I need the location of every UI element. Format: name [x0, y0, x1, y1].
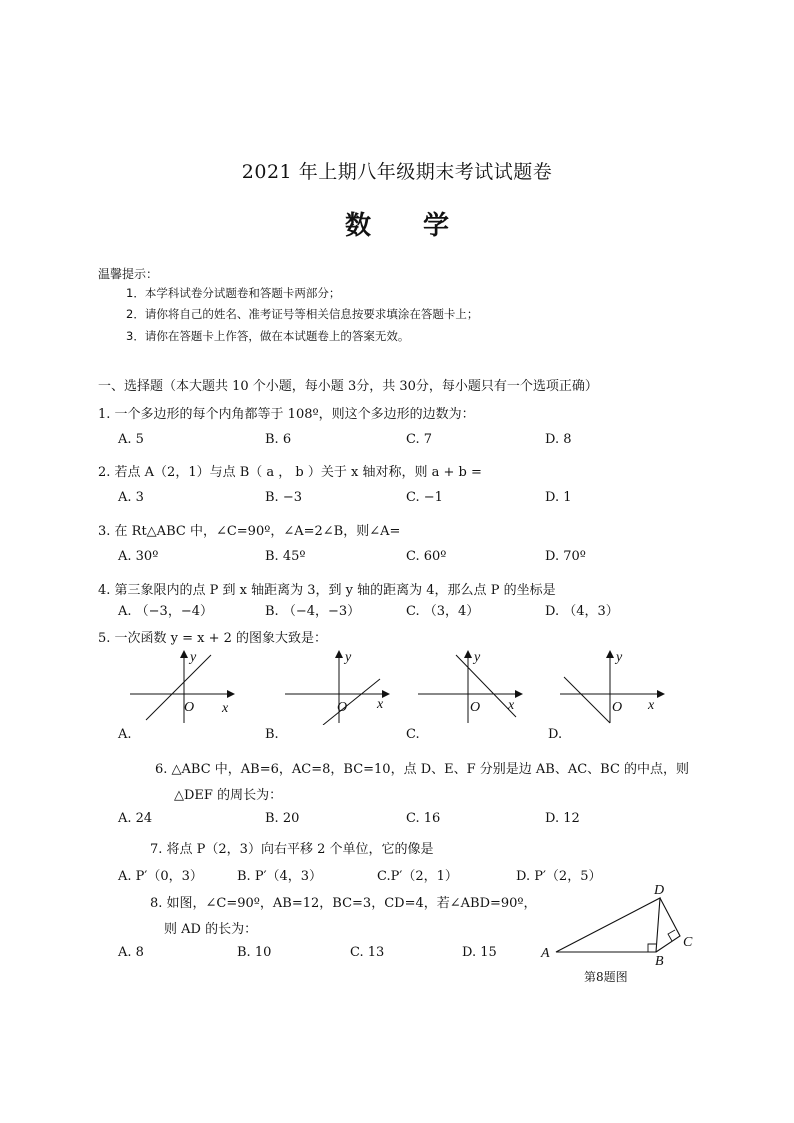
function-line — [323, 679, 380, 725]
tips-heading: 温馨提示： — [98, 267, 159, 281]
exam-title: 2021 年上期八年级期末考试试题卷 — [241, 161, 553, 183]
q3-option-c: C. 60º — [406, 549, 447, 564]
q7-option-b: B. P′（4，3） — [237, 869, 323, 884]
q6-option-d: D. 12 — [545, 811, 580, 826]
question-3-stem: 3. 在 Rt△ABC 中，∠C=90º，∠A=2∠B，则∠A= — [98, 524, 401, 539]
label-b: B — [655, 954, 664, 969]
tip-item: 2．请你将自己的姓名、准考证号等相关信息按要求填涂在答题卡上； — [126, 307, 479, 321]
q4-option-d: D. （4，3） — [545, 604, 619, 619]
function-line — [456, 655, 516, 717]
origin-label: O — [337, 700, 348, 715]
question-6-stem: 6. △ABC 中，AB=6，AC=8，BC=10，点 D、E、F 分别是边 AB、AC、BC 的中点，则 — [155, 762, 690, 777]
q8-option-b: B. 10 — [237, 945, 272, 960]
triangle-abd — [556, 898, 660, 952]
function-line — [564, 677, 610, 723]
q1-option-c: C. 7 — [406, 432, 433, 447]
question-6-stem-cont: △DEF 的周长为： — [174, 788, 283, 803]
origin-label: O — [612, 700, 623, 715]
q4-option-a: A. （−3，−4） — [118, 604, 213, 619]
q5-option-c: C. — [406, 727, 420, 742]
y-label: y — [616, 650, 623, 665]
origin-label: O — [184, 700, 195, 715]
y-label: y — [190, 650, 197, 665]
q7-option-a: A. P′（0，3） — [118, 869, 203, 884]
q7-option-d: D. P′（2，5） — [516, 869, 602, 884]
right-angle-b — [648, 944, 656, 952]
q2-option-b: B. −3 — [265, 490, 302, 505]
question-4-stem: 4. 第三象限内的点 P 到 x 轴距离为 3，到 y 轴的距离为 4，那么点 P 的坐标是 — [98, 583, 556, 598]
x-label: x — [648, 698, 655, 713]
graph-option-c — [416, 645, 531, 725]
q4-option-c: C. （3，4） — [406, 604, 480, 619]
q5-option-b: B. — [265, 727, 279, 742]
origin-label: O — [470, 700, 481, 715]
q3-option-b: B. 45º — [265, 549, 306, 564]
q6-option-a: A. 24 — [118, 811, 153, 826]
x-label: x — [508, 698, 515, 713]
question-1-stem: 1. 一个多边形的每个内角都等于 108º，则这个多边形的边数为： — [98, 407, 475, 422]
question-8-stem-cont: 则 AD 的长为： — [164, 922, 258, 937]
q1-option-a: A. 5 — [118, 432, 144, 447]
y-label: y — [474, 650, 481, 665]
right-angle-c — [668, 930, 675, 941]
subject-title: 数 学 — [344, 211, 449, 241]
q4-option-b: B. （−4，−3） — [265, 604, 361, 619]
q1-option-b: B. 6 — [265, 432, 292, 447]
graph-option-b — [283, 645, 398, 725]
q5-option-a: A. — [118, 727, 132, 742]
q2-option-d: D. 1 — [545, 490, 572, 505]
q8-option-c: C. 13 — [350, 945, 385, 960]
q7-option-c: C.P′（2，1） — [377, 869, 458, 884]
graph-option-a — [128, 645, 243, 725]
question-7-stem: 7. 将点 P（2，3）向右平移 2 个单位，它的像是 — [150, 842, 434, 857]
q2-option-a: A. 3 — [118, 490, 144, 505]
function-line — [146, 655, 211, 720]
label-a: A — [541, 946, 550, 961]
label-d: D — [654, 883, 665, 898]
q8-option-d: D. 15 — [462, 945, 497, 960]
question-5-stem: 5. 一次函数 y = x + 2 的图象大致是： — [98, 631, 328, 646]
q8-option-a: A. 8 — [118, 945, 144, 960]
x-label: x — [222, 701, 229, 716]
q5-option-d: D. — [548, 727, 563, 742]
q3-option-d: D. 70º — [545, 549, 586, 564]
q6-option-c: C. 16 — [406, 811, 441, 826]
q6-option-b: B. 20 — [265, 811, 300, 826]
tip-item: 3．请你在答题卡上作答，做在本试题卷上的答案无效。 — [126, 329, 410, 343]
q1-option-d: D. 8 — [545, 432, 572, 447]
x-label: x — [377, 697, 384, 712]
q2-option-c: C. −1 — [406, 490, 443, 505]
question-2-stem: 2. 若点 A（2，1）与点 B（ a ， b ）关于 x 轴对称，则 a + b = — [98, 465, 482, 480]
graph-option-d — [558, 645, 673, 725]
section-heading: 一、选择题（本大题共 10 个小题，每小题 3分，共 30分，每小题只有一个选项正确） — [98, 379, 598, 394]
figure-8-caption: 第8题图 — [584, 970, 628, 984]
label-c: C — [683, 935, 693, 950]
question-8-stem: 8. 如图，∠C=90º，AB=12，BC=3，CD=4，若∠ABD=90º， — [150, 896, 537, 911]
tip-item: 1．本学科试卷分试题卷和答题卡两部分； — [126, 286, 341, 300]
y-label: y — [345, 650, 352, 665]
q3-option-a: A. 30º — [118, 549, 159, 564]
